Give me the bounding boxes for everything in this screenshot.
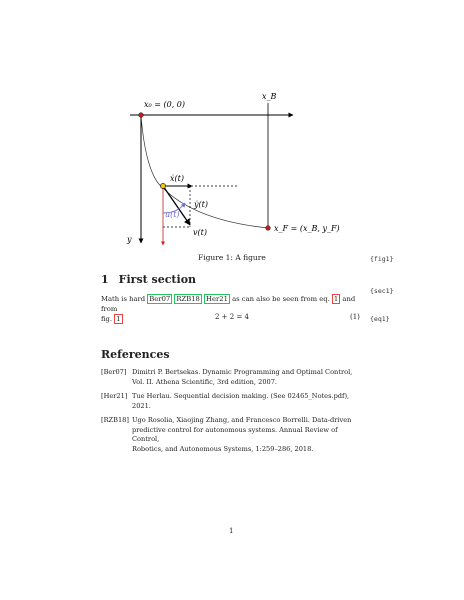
references-heading: References bbox=[101, 348, 170, 361]
origin-point bbox=[139, 113, 144, 118]
figure-tag: {fig1} bbox=[370, 255, 394, 263]
cite-her21[interactable]: Her21 bbox=[206, 295, 228, 303]
bib-key: [Ber07] bbox=[101, 368, 127, 376]
page-number: 1 bbox=[229, 527, 234, 535]
para-text-1: Math is hard bbox=[101, 295, 148, 303]
para-text-2: as can also be seen from eq. bbox=[229, 295, 332, 303]
xb-label: x_B bbox=[262, 92, 277, 101]
equation-tag: {eq1} bbox=[370, 315, 390, 323]
bib-key: [Her21] bbox=[101, 392, 128, 400]
fig-ref-link[interactable]: 1 bbox=[116, 315, 121, 323]
bib-line: Tue Herlau. Sequential decision making. (See 02465_Notes.pdf), bbox=[132, 392, 350, 400]
y-axis-label: y bbox=[127, 235, 132, 244]
xf-label: x_F = (x_B, y_F) bbox=[274, 224, 340, 233]
equation-number: (1) bbox=[350, 313, 360, 321]
figure-caption: Figure 1: A figure bbox=[198, 253, 266, 262]
para-text-3: and from bbox=[101, 295, 356, 313]
bib-entry-her21 bbox=[101, 392, 363, 411]
section-heading bbox=[101, 273, 196, 286]
ydot-label: ẏ(t) bbox=[194, 200, 208, 209]
bib-line: Dimitri P. Bertsekas. Dynamic Programming and Optimal Control, bbox=[132, 368, 353, 376]
equation: 2 + 2 = 4 bbox=[215, 313, 249, 321]
cite-rzb18[interactable]: RZB18 bbox=[176, 295, 200, 303]
bib-entry-rzb18 bbox=[101, 416, 363, 454]
section-number: 1 bbox=[101, 273, 109, 286]
u-label: u(t) bbox=[165, 210, 180, 219]
bib-line: Robotics, and Autonomous Systems, 1:259–286, 2018. bbox=[132, 444, 314, 453]
origin-label: x₀ = (0, 0) bbox=[144, 100, 186, 109]
bib-entry-ber07 bbox=[101, 368, 363, 387]
v-label: v(t) bbox=[193, 228, 207, 237]
current-point bbox=[160, 183, 165, 188]
section-tag: {sec1} bbox=[370, 287, 394, 295]
bib-key: [RZB18] bbox=[101, 416, 129, 424]
bib-line: Vol. II. Athena Scientific, 3rd edition, 2007. bbox=[132, 377, 277, 386]
trajectory-curve bbox=[141, 115, 268, 228]
para-text-4: fig. bbox=[101, 315, 115, 323]
brachistochrone-figure bbox=[120, 85, 360, 250]
cite-ber07[interactable]: Ber07 bbox=[149, 295, 171, 303]
bib-line: 2021. bbox=[132, 401, 151, 410]
final-point bbox=[266, 226, 271, 231]
section-title: First section bbox=[118, 273, 197, 286]
bib-line: predictive control for autonomous systems. Annual Review of Control, bbox=[132, 425, 338, 443]
xdot-label: ẋ(t) bbox=[170, 174, 184, 183]
eq-ref-link[interactable]: 1 bbox=[333, 295, 339, 303]
bib-line: Ugo Rosolia, Xiaojing Zhang, and Francesco Borrelli. Data-driven bbox=[132, 416, 352, 424]
